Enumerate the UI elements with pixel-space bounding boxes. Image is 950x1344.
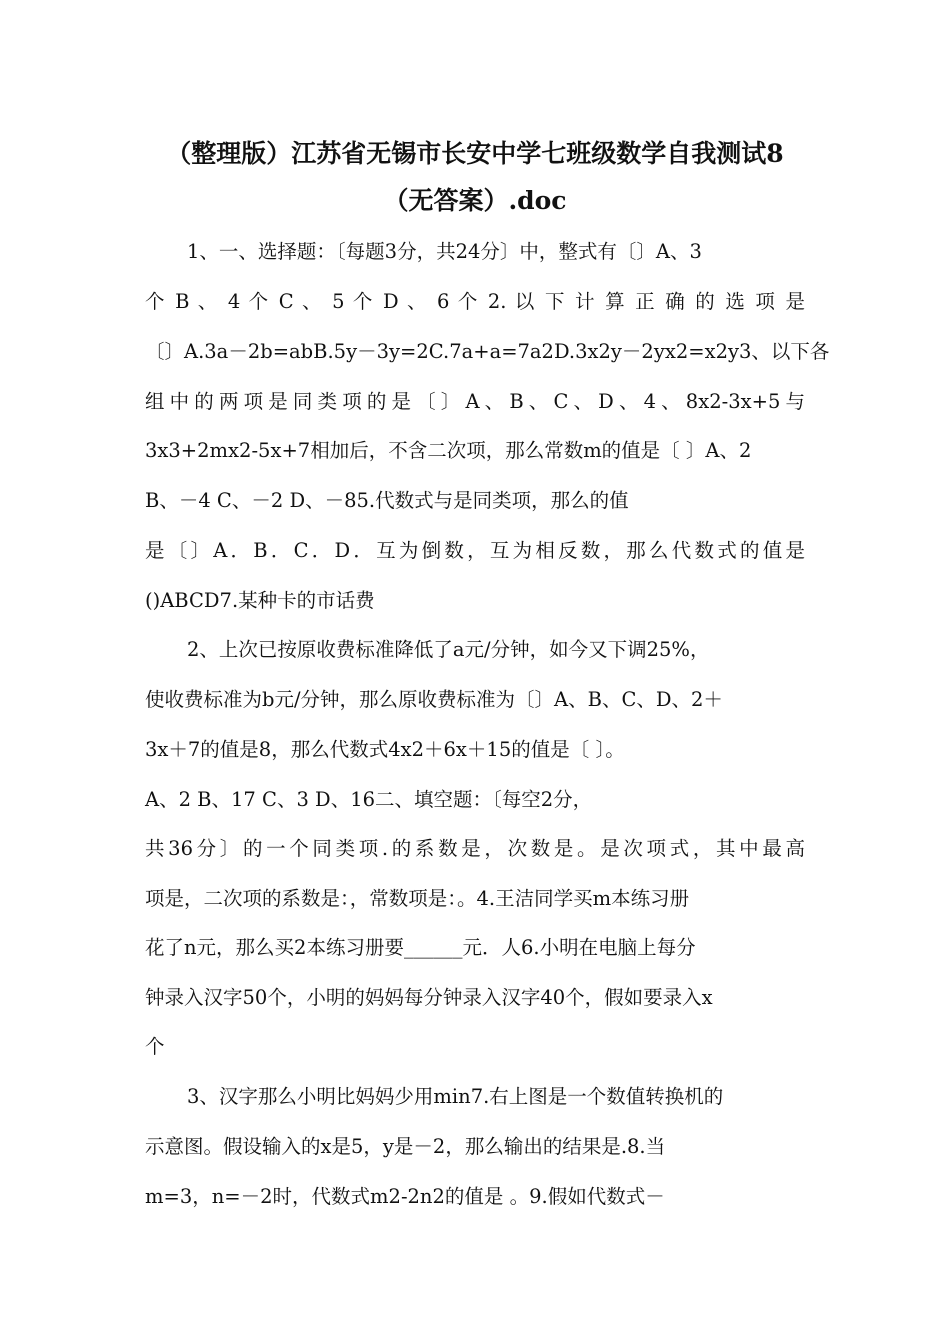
- paragraph-line: B、－4 C、－2 D、－85.代数式与是同类项，那么的值: [145, 489, 629, 512]
- paragraph-line: 个: [145, 1035, 165, 1058]
- paragraph-line: 1、一、选择题：〔每题3分，共24分〕中，整式有〔〕A、3: [187, 240, 702, 263]
- document-title-line-2: （无答案）.doc: [383, 186, 567, 215]
- paragraph-line: 项是，二次项的系数是：，常数项是：。4.王洁同学买m本练习册: [145, 887, 690, 910]
- paragraph-line: m=3，n=－2时，代数式m2-2n2的值是 。9.假如代数式－: [145, 1185, 665, 1208]
- paragraph-line: A、2 B、17 C、3 D、16二、填空题：〔每空2分，: [145, 788, 593, 811]
- paragraph-line: 3x3+2mx2-5x+7相加后，不含二次项，那么常数m的值是〔 〕A、2: [145, 439, 752, 462]
- paragraph-line: 使收费标准为b元/分钟，那么原收费标准为〔〕A、B、C、D、2＋: [145, 688, 723, 711]
- paragraph-line: 个 B 、 4 个 C 、 5 个 D 、 6 个 2. 以 下 计 算 正 确 的 选 项 是: [145, 290, 805, 313]
- paragraph-line: 3x＋7的值是8，那么代数式4x2＋6x＋15的值是〔 〕。: [145, 738, 625, 761]
- paragraph-line: 组中的两项是同类项的是〔〕A、B、C、D、4、8x2-3x+5与: [145, 390, 805, 413]
- document-title-line-1: （整理版）江苏省无锡市长安中学七班级数学自我测试8: [166, 139, 784, 168]
- paragraph-line: 钟录入汉字50个，小明的妈妈每分钟录入汉字40个，假如要录入x: [145, 986, 713, 1009]
- paragraph-line: 是〔〕A．B．C．D．互为倒数，互为相反数，那么代数式的值是: [145, 539, 805, 562]
- paragraph-line: 示意图。假设输入的x是5，y是－2，那么输出的结果是.8.当: [145, 1135, 666, 1158]
- paragraph-line: 2、上次已按原收费标准降低了a元/分钟，如今又下调25%，: [187, 638, 710, 661]
- paragraph-line: 3、汉字那么小明比妈妈少用min7.右上图是一个数值转换机的: [187, 1085, 724, 1108]
- paragraph-line: 〔〕A.3a－2b=abB.5y－3y=2C.7a+a=7a2D.3x2y－2yx2=x2y3、以下各: [145, 340, 830, 363]
- paragraph-line: 共36分〕的一个同类项.的系数是，次数是。是次项式，其中最高: [145, 837, 805, 860]
- paragraph-line: ()ABCD7.某种卡的市话费: [145, 589, 375, 612]
- paragraph-line: 花了n元，那么买2本练习册要______元．人6.小明在电脑上每分: [145, 936, 696, 959]
